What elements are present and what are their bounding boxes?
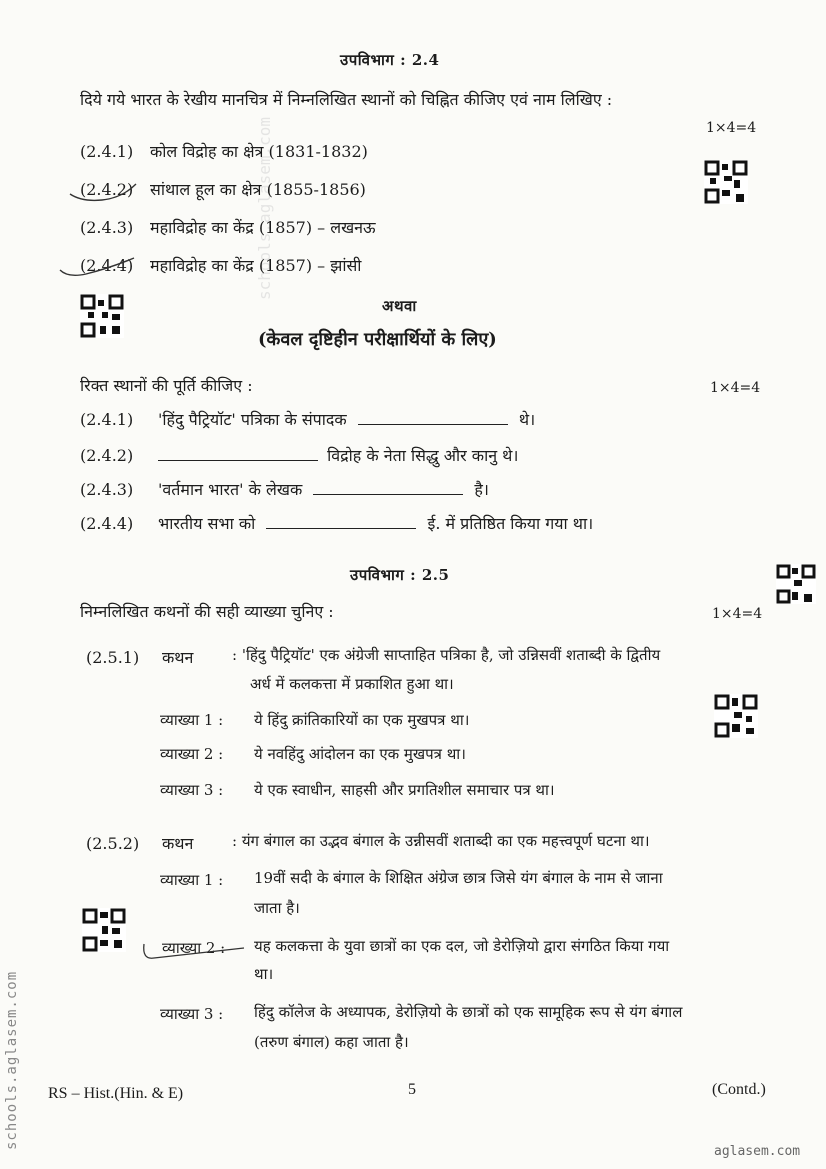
marks-2-5: 1×4=4: [712, 606, 763, 622]
q-label-2-5-2: कथन: [162, 834, 194, 853]
q-num-2-5-2: (2.5.2): [86, 834, 140, 853]
fill-after-1: थे।: [518, 410, 536, 429]
explanation-text-line2: था।: [254, 965, 274, 983]
instruction-2-5: निम्नलिखित कथनों की सही व्याख्या चुनिए :: [80, 602, 334, 621]
page-number: 5: [408, 1081, 416, 1098]
qr-code-icon: [704, 160, 748, 204]
explanation-text-line2: (तरुण बंगाल) कहा जाता है।: [254, 1033, 409, 1051]
explanation-text: ये नवहिंदु आंदोलन का एक मुखपत्र था।: [254, 745, 466, 763]
blind-candidates-note: (केवल दृष्टिहीन परीक्षार्थियों के लिए): [258, 329, 497, 350]
fill-after-4: ई. में प्रतिष्ठित किया गया था।: [427, 514, 594, 533]
explanation-text-line1: यह कलकत्ता के युवा छात्रों का एक दल, जो डेरोज़ियो द्वारा संगठित किया गया: [254, 937, 670, 955]
statement-2-5-2: : यंग बंगाल का उद्भव बंगाल के उन्नीसवीं शताब्दी का एक महत्त्वपूर्ण घटना था।: [232, 832, 650, 850]
q-num-2-5-1: (2.5.1): [86, 648, 140, 667]
explanation-label: व्याख्या 3 :: [160, 1005, 224, 1023]
explanation-text: ये हिंदु क्रांतिकारियों का एक मुखपत्र था।: [254, 711, 470, 729]
fill-text-4: [158, 514, 593, 534]
item-num-2-4-3: (2.4.3): [80, 218, 134, 237]
watermark-center: schools.aglasem.com: [255, 116, 274, 300]
fill-text-2: [158, 446, 518, 466]
statement-2-5-1-line1: : 'हिंदु पैट्रियॉट' एक अंग्रेजी साप्ताहित पत्रिका है, जो उन्निसवीं शताब्दी के द्वितीय: [232, 646, 661, 664]
fill-blank-2: [158, 446, 318, 461]
explanation-text: ये एक स्वाधीन, साहसी और प्रगतिशील समाचार पत्र था।: [254, 781, 555, 799]
explanation-text-line1: 19वीं सदी के बंगाल के शिक्षित अंग्रेज छात्र जिसे यंग बंगाल के नाम से जाना: [254, 869, 663, 887]
instruction-2-4: दिये गये भारत के रेखीय मानचित्र में निम्नलिखित स्थानों को चिह्नित कीजिए एवं नाम लिखिए :: [80, 90, 613, 109]
subsection-2-5-heading: उपविभाग : 2.5: [350, 566, 450, 584]
fill-text-1: [158, 410, 535, 430]
paper-code: RS – Hist.(Hin. & E): [48, 1085, 184, 1102]
fill-before-1: 'हिंदु पैट्रियॉट' पत्रिका के संपादक: [158, 410, 347, 429]
fill-text-3: [158, 480, 489, 500]
fill-blank-4: [266, 514, 416, 529]
fill-before-3: 'वर्तमान भारत' के लेखक: [158, 480, 303, 499]
fill-marks: 1×4=4: [710, 380, 761, 396]
qr-code-icon: [80, 294, 124, 338]
fill-instruction: रिक्त स्थानों की पूर्ति कीजिए :: [80, 376, 253, 395]
pen-tick-mark: [52, 248, 142, 288]
item-text-2-4-2: सांथाल हूल का क्षेत्र (1855-1856): [150, 180, 366, 199]
qr-code-icon: [776, 564, 816, 604]
explanation-label: व्याख्या 1 :: [160, 711, 224, 729]
explanation-label: व्याख्या 3 :: [160, 781, 224, 799]
fill-num-3: (2.4.3): [80, 480, 134, 499]
item-text-2-4-1: कोल विद्रोह का क्षेत्र (1831-1832): [150, 142, 368, 161]
pen-tick-mark: [62, 172, 142, 212]
explanation-label: व्याख्या 2 :: [160, 745, 224, 763]
explanation-label: व्याख्या 2 :: [162, 939, 226, 957]
marks-2-4: 1×4=4: [706, 120, 757, 136]
or-label: अथवा: [382, 297, 417, 315]
statement-2-5-1-line2: अर्ध में कलकत्ता में प्रकाशित हुआ था।: [250, 675, 454, 693]
qr-code-icon: [82, 908, 126, 952]
site-watermark: aglasem.com: [714, 1144, 801, 1159]
item-num-2-4-2: (2.4.2): [80, 180, 134, 199]
fill-num-1: (2.4.1): [80, 410, 134, 429]
explanation-text-line1: हिंदु कॉलेज के अध्यापक, डेरोज़ियो के छात्रों को एक सामूहिक रूप से यंग बंगाल: [254, 1003, 683, 1021]
q-label-2-5-1: कथन: [162, 648, 194, 667]
fill-num-2: (2.4.2): [80, 446, 134, 465]
fill-blank-3: [313, 480, 463, 495]
fill-after-2: विद्रोह के नेता सिद्धु और कानु थे।: [327, 446, 519, 465]
item-text-2-4-3: महाविद्रोह का केंद्र (1857) – लखनऊ: [150, 218, 376, 237]
pen-tick-mark: [140, 934, 250, 968]
fill-num-4: (2.4.4): [80, 514, 134, 533]
contd-label: (Contd.): [712, 1081, 766, 1098]
side-watermark: schools.aglasem.com: [4, 970, 20, 1150]
fill-before-4: भारतीय सभा को: [158, 514, 256, 533]
fill-blank-1: [358, 410, 508, 425]
item-num-2-4-1: (2.4.1): [80, 142, 134, 161]
explanation-label: व्याख्या 1 :: [160, 871, 224, 889]
explanation-text-line2: जाता है।: [254, 899, 300, 917]
subsection-2-4-heading: उपविभाग : 2.4: [340, 51, 440, 69]
qr-code-icon: [714, 694, 758, 738]
item-num-2-4-4: (2.4.4): [80, 256, 134, 275]
item-text-2-4-4: महाविद्रोह का केंद्र (1857) – झांसी: [150, 256, 362, 275]
fill-after-3: है।: [474, 480, 489, 499]
